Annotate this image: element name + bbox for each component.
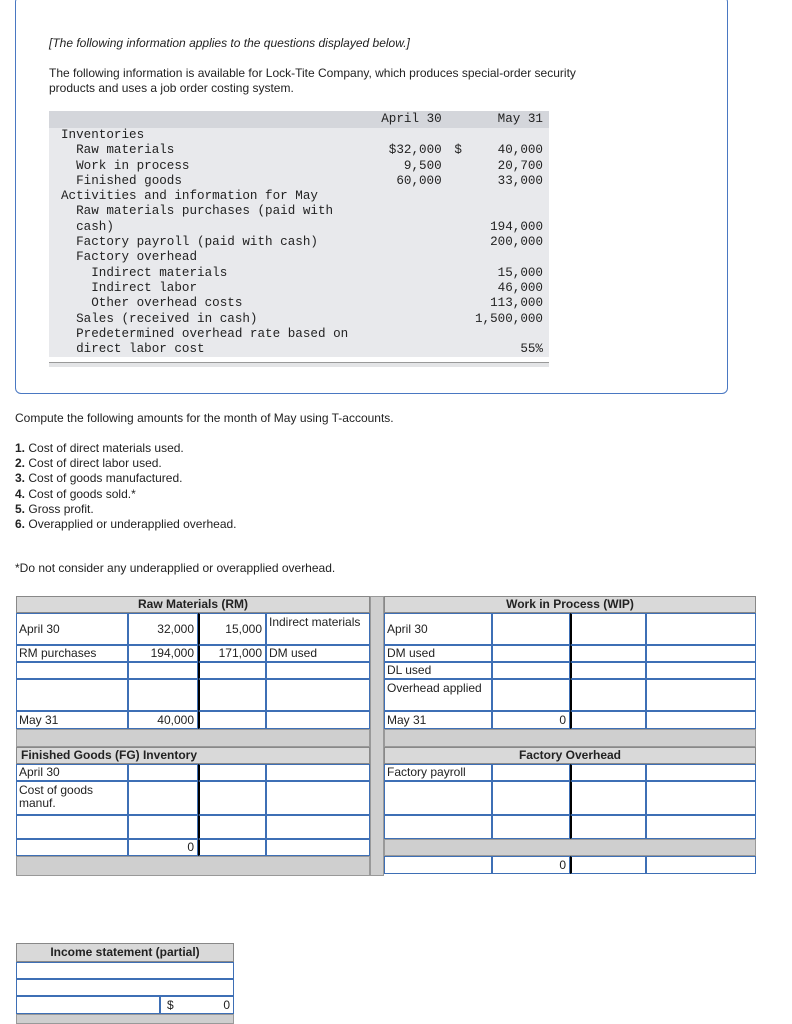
fg-r1-credit[interactable]	[198, 764, 266, 781]
fo-r1-label: Factory payroll	[384, 764, 492, 781]
rm-r4-debit[interactable]	[128, 679, 198, 711]
wip-r3-credit[interactable]	[570, 662, 646, 679]
info-cell-a	[373, 281, 442, 296]
fo-r1-credit[interactable]	[570, 764, 646, 781]
info-cell-label: Factory overhead	[49, 250, 373, 265]
info-row	[49, 312, 549, 327]
info-cell-a: $32,000	[373, 143, 442, 158]
fg-r2-label: Cost of goods manuf.	[16, 781, 128, 815]
info-cell-label: Other overhead costs	[49, 296, 373, 311]
fg-r3-label[interactable]	[16, 815, 128, 839]
is-bottom-bar	[16, 1014, 234, 1024]
info-row	[49, 296, 549, 311]
is-value: 0	[223, 998, 230, 1012]
fo-r3-credit[interactable]	[570, 815, 646, 839]
wip-title: Work in Process (WIP)	[384, 596, 756, 613]
fg-r1-credit-label[interactable]	[266, 764, 370, 781]
dollar-sign: $	[167, 998, 174, 1012]
wip-end-label: May 31	[384, 711, 492, 729]
rm-r2-credit[interactable]: 171,000	[198, 645, 266, 662]
info-table	[49, 111, 549, 357]
fg-end-credit-label[interactable]	[266, 839, 370, 856]
fo-end-credit-label[interactable]	[646, 856, 756, 874]
rm-r3-debit[interactable]	[128, 662, 198, 679]
info-cell-label: Raw materials	[49, 143, 373, 158]
fg-r3-debit[interactable]	[128, 815, 198, 839]
info-cell-a	[373, 128, 442, 143]
info-cell-a: 9,500	[373, 159, 442, 174]
intro-line-1: The following information is available for Lock-Tite Company, which produces special-order security	[49, 66, 576, 80]
info-cell-b: 33,000	[462, 174, 549, 189]
info-cell-b	[462, 128, 549, 143]
wip-end-credit[interactable]	[570, 711, 646, 729]
info-row	[49, 235, 549, 250]
wip-r2-debit[interactable]	[492, 645, 570, 662]
row-divider-left	[16, 729, 370, 747]
wip-r1-credit[interactable]	[570, 613, 646, 645]
wip-end-credit-label[interactable]	[646, 711, 756, 729]
fg-r1-debit[interactable]	[128, 764, 198, 781]
info-cell-label: Factory payroll (paid with cash)	[49, 235, 373, 250]
info-cell-a	[373, 250, 442, 265]
info-cell-dollar	[442, 204, 462, 235]
intro-note: [The following information applies to the questions displayed below.]	[49, 36, 410, 50]
fg-r2-credit[interactable]	[198, 781, 266, 815]
rm-end-label: May 31	[16, 711, 128, 729]
info-cell-b: 15,000	[462, 266, 549, 281]
rm-r4-label[interactable]	[16, 679, 128, 711]
wip-r1-credit-label[interactable]	[646, 613, 756, 645]
question-item: 2. Cost of direct labor used.	[15, 456, 162, 471]
col-april-30: April 30	[373, 111, 442, 128]
wip-r2-credit-label[interactable]	[646, 645, 756, 662]
wip-r4-label: Overhead applied	[384, 679, 492, 711]
question-item: 4. Cost of goods sold.*	[15, 486, 136, 501]
wip-r3-debit[interactable]	[492, 662, 570, 679]
fo-r1-debit[interactable]	[492, 764, 570, 781]
rm-r2-label: RM purchases	[16, 645, 128, 662]
info-row	[49, 281, 549, 296]
info-cell-a	[373, 266, 442, 281]
rm-r3-credit[interactable]	[198, 662, 266, 679]
fo-gray-row	[384, 839, 756, 856]
fg-r3-credit[interactable]	[198, 815, 266, 839]
info-row	[49, 189, 549, 204]
question-item: 1. Cost of direct materials used.	[15, 441, 184, 455]
instructions: Compute the following amounts for the month of May using T-accounts.	[15, 411, 394, 425]
info-cell-dollar	[442, 327, 462, 358]
info-cell-b	[462, 250, 549, 265]
wip-r3-credit-label[interactable]	[646, 662, 756, 679]
wip-r4-debit[interactable]	[492, 679, 570, 711]
info-cell-a	[373, 235, 442, 250]
wip-r1-debit[interactable]	[492, 613, 570, 645]
rm-r1-label: April 30	[16, 613, 128, 645]
question-item: 5. Gross profit.	[15, 501, 94, 516]
table-bottom-rule	[49, 362, 549, 367]
info-cell-dollar	[442, 159, 462, 174]
info-cell-dollar: $	[442, 143, 462, 158]
rm-r1-credit-label[interactable]: Indirect materials	[266, 613, 370, 645]
is-r3-value[interactable]	[160, 996, 234, 1014]
fo-r1-credit-label[interactable]	[646, 764, 756, 781]
info-cell-label: Activities and information for May	[49, 189, 373, 204]
fg-title: Finished Goods (FG) Inventory	[16, 747, 370, 764]
fg-r1-label: April 30	[16, 764, 128, 781]
rm-r1-credit[interactable]: 15,000	[198, 613, 266, 645]
fg-end-credit[interactable]	[198, 839, 266, 856]
rm-end-value[interactable]: 40,000	[128, 711, 198, 729]
fg-end-label[interactable]	[16, 839, 128, 856]
info-cell-label: Indirect materials	[49, 266, 373, 281]
info-cell-label: Work in process	[49, 159, 373, 174]
question-item: 6. Overapplied or underapplied overhead.	[15, 517, 237, 532]
row-divider-right	[384, 729, 756, 747]
info-cell-b: 40,000	[462, 143, 549, 158]
fo-r3-credit-label[interactable]	[646, 815, 756, 839]
rm-r2-debit[interactable]: 194,000	[128, 645, 198, 662]
info-cell-a	[373, 296, 442, 311]
fo-r2-credit-label[interactable]	[646, 781, 756, 815]
wip-r3-label: DL used	[384, 662, 492, 679]
info-row	[49, 159, 549, 174]
info-row	[49, 204, 549, 235]
info-row	[49, 327, 549, 358]
info-cell-b	[462, 189, 549, 204]
rm-r2-credit-label[interactable]: DM used	[266, 645, 370, 662]
wip-r4-credit-label[interactable]	[646, 679, 756, 711]
info-cell-dollar	[442, 266, 462, 281]
fo-end-value: 0	[492, 856, 570, 874]
question-item: 3. Cost of goods manufactured.	[15, 471, 183, 486]
info-cell-label: Inventories	[49, 128, 373, 143]
fg-end-value: 0	[128, 839, 198, 856]
info-cell-label: Raw materials purchases (paid with cash)	[49, 204, 373, 235]
info-cell-dollar	[442, 281, 462, 296]
fo-r2-label[interactable]	[384, 781, 492, 815]
fo-end-label[interactable]	[384, 856, 492, 874]
info-cell-label: Finished goods	[49, 174, 373, 189]
rm-r4-credit[interactable]	[198, 679, 266, 711]
info-cell-a	[373, 189, 442, 204]
info-cell-label: Sales (received in cash)	[49, 312, 373, 327]
info-row	[49, 250, 549, 265]
fo-r3-label[interactable]	[384, 815, 492, 839]
rm-title: Raw Materials (RM)	[16, 596, 370, 613]
rm-end-credit-label[interactable]	[266, 711, 370, 729]
info-cell-dollar	[442, 250, 462, 265]
wip-r4-credit[interactable]	[570, 679, 646, 711]
info-cell-a	[373, 204, 442, 235]
rm-r3-credit-label[interactable]	[266, 662, 370, 679]
wip-r2-credit[interactable]	[570, 645, 646, 662]
question-list	[15, 441, 237, 532]
info-row	[49, 266, 549, 281]
fg-bottom-bar	[16, 856, 370, 876]
info-cell-dollar	[442, 174, 462, 189]
info-cell-dollar	[442, 312, 462, 327]
info-cell-b: 200,000	[462, 235, 549, 250]
info-cell-b: 46,000	[462, 281, 549, 296]
col-may-31: May 31	[462, 111, 549, 128]
center-separator	[370, 596, 384, 876]
income-statement-title: Income statement (partial)	[16, 943, 234, 962]
is-r3-label[interactable]	[16, 996, 160, 1014]
info-cell-b: 20,700	[462, 159, 549, 174]
fo-end-credit[interactable]	[570, 856, 646, 874]
rm-r3-label[interactable]	[16, 662, 128, 679]
is-r1[interactable]	[16, 962, 234, 979]
info-cell-dollar	[442, 128, 462, 143]
info-cell-b: 194,000	[462, 204, 549, 235]
info-cell-b: 55%	[462, 327, 549, 358]
info-row	[49, 143, 549, 158]
info-cell-a	[373, 327, 442, 358]
info-cell-a	[373, 312, 442, 327]
info-cell-b: 113,000	[462, 296, 549, 311]
info-cell-dollar	[442, 189, 462, 204]
rm-r4-credit-label[interactable]	[266, 679, 370, 711]
rm-end-credit[interactable]	[198, 711, 266, 729]
fg-r3-credit-label[interactable]	[266, 815, 370, 839]
info-cell-dollar	[442, 235, 462, 250]
footnote: *Do not consider any underapplied or overapplied overhead.	[15, 561, 336, 575]
wip-r2-label: DM used	[384, 645, 492, 662]
fo-r2-debit[interactable]	[492, 781, 570, 815]
fo-title: Factory Overhead	[384, 747, 756, 764]
info-cell-a: 60,000	[373, 174, 442, 189]
info-cell-label: Predetermined overhead rate based on direct labor cost	[49, 327, 373, 358]
wip-end-value: 0	[492, 711, 570, 729]
info-cell-dollar	[442, 296, 462, 311]
info-cell-label: Indirect labor	[49, 281, 373, 296]
info-row	[49, 174, 549, 189]
fg-r2-credit-label[interactable]	[266, 781, 370, 815]
wip-r1-label: April 30	[384, 613, 492, 645]
fo-r3-debit[interactable]	[492, 815, 570, 839]
fo-r2-credit[interactable]	[570, 781, 646, 815]
info-row	[49, 128, 549, 143]
info-cell-b: 1,500,000	[462, 312, 549, 327]
rm-r1-debit[interactable]: 32,000	[128, 613, 198, 645]
intro-line-2: products and uses a job order costing system.	[49, 81, 294, 95]
fg-r2-debit[interactable]	[128, 781, 198, 815]
is-r2[interactable]	[16, 979, 234, 996]
